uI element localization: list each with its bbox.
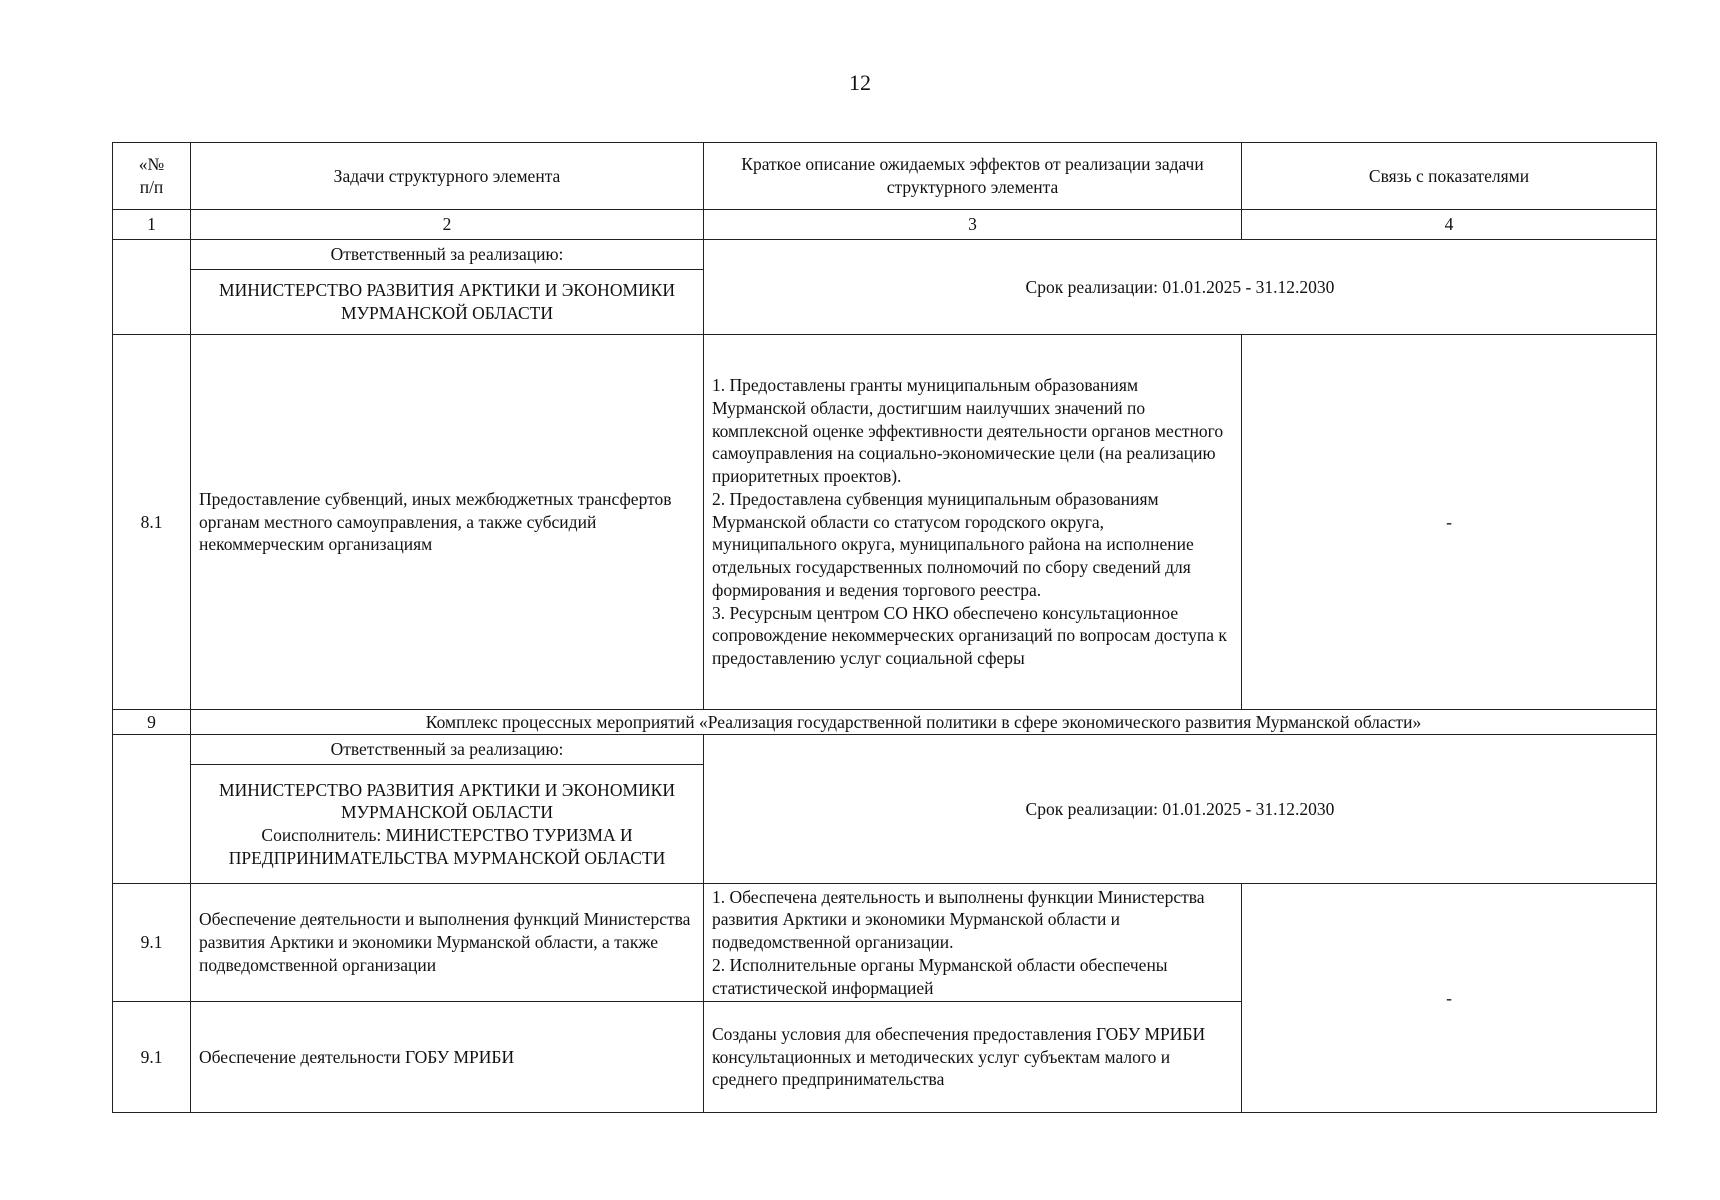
block8-empty-number [113, 240, 191, 335]
block8-responsible-org: МИНИСТЕРСТВО РАЗВИТИЯ АРКТИКИ И ЭКОНОМИКИ МУРМАНСКОЙ ОБЛАСТИ [191, 270, 704, 335]
block9-responsible-row [113, 735, 1657, 765]
header-effects: Краткое описание ожидаемых эффектов от реализации задачи структурного элемента [704, 143, 1242, 210]
row-task: Обеспечение деятельности ГОБУ МРИБИ [191, 1002, 704, 1113]
column-numbers-row [113, 210, 1657, 240]
row-indicator-link: - [1242, 335, 1657, 710]
block9-title: Комплекс процессных мероприятий «Реализация государственной политики в сфере экономического развития Мурманской области» [191, 710, 1657, 735]
row-effects: 1. Обеспечена деятельность и выполнены функции Министерства развития Арктики и экономики Мурманской области и подведомственной организации. 2. Исполнительные органы Мурманской области обеспечены статистической информацией [704, 884, 1242, 1002]
block9-responsible-label: Ответственный за реализацию: [191, 735, 704, 765]
block9-title-row [113, 710, 1657, 735]
block9-responsible-org: МИНИСТЕРСТВО РАЗВИТИЯ АРКТИКИ И ЭКОНОМИКИ МУРМАНСКОЙ ОБЛАСТИ Соисполнитель: МИНИСТЕРСТВО ТУРИЗМА И ПРЕДПРИНИМАТЕЛЬСТВА МУРМАНСКОЙ ОБЛАСТИ [191, 765, 704, 884]
row-task: Предоставление субвенций, иных межбюджетных трансфертов органам местного самоуправления, а также субсидий некоммерческим организациям [191, 335, 704, 710]
table-header-row [113, 143, 1657, 210]
row-number: 9.1 [113, 1002, 191, 1113]
block9-empty-number [113, 735, 191, 884]
column-number-1: 1 [113, 210, 191, 240]
row-number: 9.1 [113, 884, 191, 1002]
block9-number: 9 [113, 710, 191, 735]
column-number-3: 3 [704, 210, 1242, 240]
row-effects: Созданы условия для обеспечения предоставления ГОБУ МРИБИ консультационных и методических услуг субъектам малого и среднего предпринимательства [704, 1002, 1242, 1113]
block8-responsible-row [113, 240, 1657, 270]
row-number: 8.1 [113, 335, 191, 710]
header-number: «№ п/п [113, 143, 191, 210]
row-task: Обеспечение деятельности и выполнения функций Министерства развития Арктики и экономики Мурманской области, а также подведомственной организации [191, 884, 704, 1002]
header-tasks: Задачи структурного элемента [191, 143, 704, 210]
column-number-4: 4 [1242, 210, 1657, 240]
block8-term: Срок реализации: 01.01.2025 - 31.12.2030 [704, 240, 1657, 335]
block8-responsible-label: Ответственный за реализацию: [191, 240, 704, 270]
page-number: 12 [849, 70, 871, 95]
table-row [113, 884, 1657, 1002]
column-number-2: 2 [191, 210, 704, 240]
row-indicator-link: - [1242, 884, 1657, 1113]
table-row [113, 335, 1657, 710]
block9-term: Срок реализации: 01.01.2025 - 31.12.2030 [704, 735, 1657, 884]
row-effects: 1. Предоставлены гранты муниципальным образованиям Мурманской области, достигшим наилучших значений по комплексной оценке эффективности деятельности органов местного самоуправления на социально-экономические цели (на реализацию приоритетных проектов). 2. Предоставлена субвенция муниципальным образованиям Мурманской области со статусом городского округа, муниципального округа, муниципального района на исполнение отдельных государственных полномочий по сбору сведений для формирования и ведения торгового реестра. 3. Ресурсным центром СО НКО обеспечено консультационное сопровождение некоммерческих организаций по вопросам доступа к предоставлению услуг социальной сферы [704, 335, 1242, 710]
header-indicators: Связь с показателями [1242, 143, 1657, 210]
tasks-table [112, 142, 1657, 1113]
